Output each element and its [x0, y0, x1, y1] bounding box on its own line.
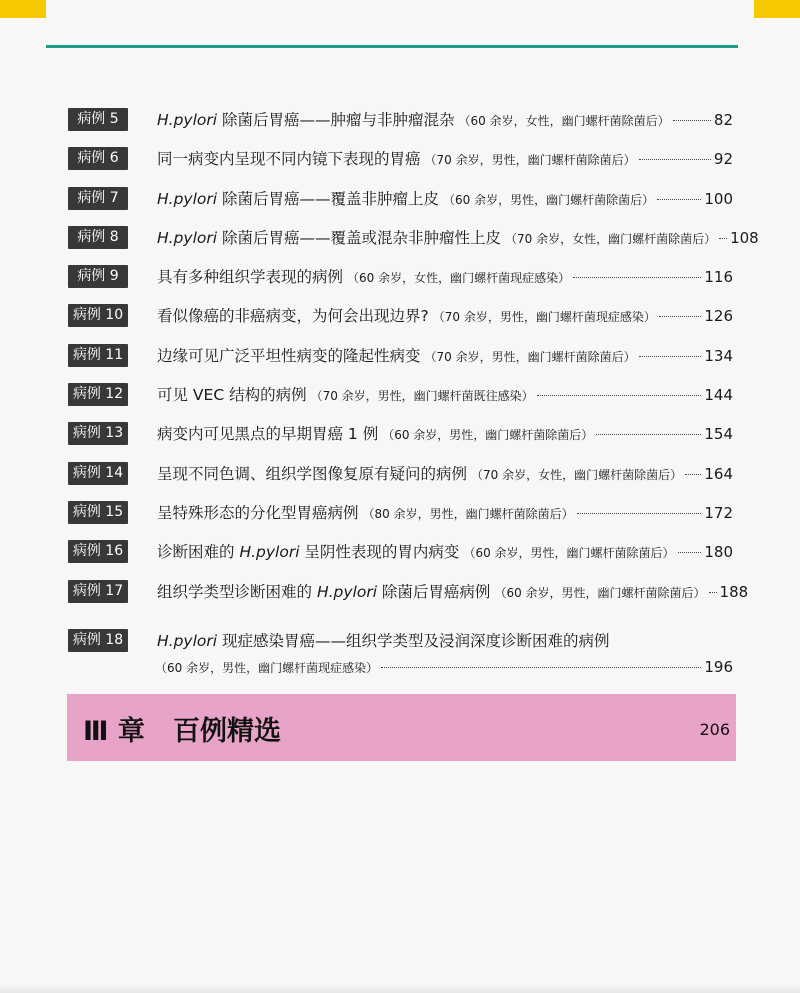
page-number: 92 — [713, 150, 733, 169]
page-number: 100 — [704, 189, 733, 208]
corner-accent-right — [754, 0, 800, 18]
entry-title: 呈特殊形态的分化型胃癌病例 — [157, 503, 359, 522]
toc-entry[interactable] — [68, 378, 733, 417]
toc-entry[interactable] — [68, 575, 749, 614]
case-badge: 病例 8 — [68, 226, 128, 249]
entry-meta: （70 余岁，男性，幽门螺杆菌现症感染） — [432, 310, 656, 325]
case-badge: 病例 12 — [68, 383, 128, 406]
entry-meta: （70 余岁，男性，幽门螺杆菌除菌后） — [424, 349, 636, 364]
page-number: 188 — [719, 582, 749, 601]
page-edge-shadow — [0, 985, 800, 993]
leader-dots — [573, 277, 701, 278]
leader-dots — [639, 356, 702, 357]
toc-entry[interactable] — [68, 496, 733, 535]
entry-title: 诊断困难的 H.pylori 呈阴性表现的胃内病变 — [157, 543, 460, 562]
leader-dots — [537, 395, 702, 396]
entry-meta: （70 余岁，女性，幽门螺杆菌除菌后） — [505, 231, 717, 246]
entry-meta: （60 余岁，男性，幽门螺杆菌除菌后） — [443, 192, 655, 207]
entry-title: 组织学类型诊断困难的 H.pylori 除菌后胃癌病例 — [157, 582, 491, 601]
page-number: 164 — [704, 464, 733, 483]
leader-dots — [685, 474, 701, 475]
entry-title: 呈现不同色调、组织学图像复原有疑问的病例 — [157, 464, 468, 483]
entry-meta: （80 余岁，男性，幽门螺杆菌除菌后） — [362, 506, 574, 521]
entry-meta: （60 余岁，女性，幽门螺杆菌除菌后） — [458, 114, 670, 128]
page-number: 126 — [704, 307, 733, 326]
toc-entry[interactable] — [68, 260, 733, 299]
entry-title: 边缘可见广泛平坦性病变的隆起性病变 — [157, 346, 421, 365]
toc-entry[interactable] — [68, 142, 733, 181]
case-badge: 病例 11 — [68, 344, 128, 367]
page-number: 172 — [704, 503, 733, 522]
entry-meta: （60 余岁，女性，幽门螺杆菌现症感染） — [347, 271, 571, 286]
entry-title: H.pylori 除菌后胃癌——覆盖非肿瘤上皮 — [157, 189, 439, 208]
toc-entry[interactable] — [68, 103, 733, 142]
header-rule — [46, 45, 738, 48]
toc-entry[interactable] — [68, 417, 733, 456]
leader-dots — [659, 316, 702, 317]
leader-dots — [596, 434, 701, 435]
leader-dots — [719, 238, 727, 239]
case-badge: 病例 17 — [68, 580, 128, 603]
toc-entry[interactable] — [68, 221, 759, 260]
page-number: 82 — [713, 111, 733, 129]
case-badge: 病例 15 — [68, 501, 128, 524]
chapter-page-number: 206 — [699, 720, 730, 739]
toc-entry[interactable] — [68, 339, 733, 378]
chapter-title: 百例精选 — [173, 716, 281, 747]
leader-dots — [577, 513, 702, 514]
case-badge: 病例 13 — [68, 422, 128, 445]
entry-meta: （70 余岁，女性，幽门螺杆菌除菌后） — [471, 467, 683, 482]
entry-title: H.pylori 除菌后胃癌——覆盖或混杂非肿瘤性上皮 — [157, 228, 501, 247]
case-badge: 病例 7 — [68, 187, 128, 210]
case-badge: 病例 14 — [68, 462, 128, 485]
entry-meta: （70 余岁，男性，幽门螺杆菌既往感染） — [310, 389, 534, 404]
toc-entry-case-18[interactable] — [68, 614, 733, 674]
page-number: 180 — [704, 543, 733, 562]
entry-title: H.pylori 现症感染胃癌——组织学类型及浸润深度诊断困难的病例 — [157, 631, 610, 650]
entry-title: 看似像癌的非癌病变，为何会出现边界? — [157, 307, 429, 326]
entry-meta: （60 余岁，男性，幽门螺杆菌除菌后） — [494, 585, 706, 600]
entry-meta: （60 余岁，男性，幽门螺杆菌现症感染） — [155, 660, 379, 675]
entry-meta: （60 余岁，男性，幽门螺杆菌除菌后） — [463, 546, 675, 561]
chapter-number: Ⅲ 章 — [83, 716, 145, 747]
page-number: 196 — [704, 657, 733, 676]
leader-dots — [673, 120, 711, 121]
entry-meta: （70 余岁，男性，幽门螺杆菌除菌后） — [424, 153, 636, 168]
entry-meta: （60 余岁，男性，幽门螺杆菌除菌后） — [382, 428, 594, 443]
case-badge: 病例 9 — [68, 265, 128, 288]
case-badge: 病例 16 — [68, 540, 128, 563]
entry-title: 可见 VEC 结构的病例 — [157, 386, 307, 405]
toc-entry[interactable] — [68, 299, 733, 338]
case-badge: 病例 6 — [68, 147, 128, 170]
corner-accent-left — [0, 0, 46, 18]
case-badge: 病例 10 — [68, 304, 128, 327]
leader-dots — [639, 159, 711, 160]
page-number: 116 — [704, 268, 733, 287]
page-number: 154 — [704, 425, 733, 444]
case-badge: 病例 5 — [68, 108, 128, 131]
entry-title: H.pylori 除菌后胃癌——肿瘤与非肿瘤混杂 — [157, 111, 455, 129]
case-badge: 病例 18 — [68, 629, 128, 652]
leader-dots — [678, 552, 702, 553]
page-number: 108 — [730, 228, 759, 247]
leader-dots — [381, 667, 701, 668]
leader-dots — [709, 592, 717, 593]
entry-title: 同一病变内呈现不同内镜下表现的胃癌 — [157, 150, 421, 169]
toc-entry[interactable] — [68, 457, 733, 496]
toc-entry[interactable] — [68, 182, 733, 221]
leader-dots — [657, 199, 701, 200]
entry-title: 具有多种组织学表现的病例 — [157, 268, 344, 287]
chapter-heading-band[interactable] — [67, 694, 736, 761]
table-of-contents — [68, 103, 759, 676]
page-number: 134 — [704, 346, 733, 365]
toc-entry[interactable] — [68, 535, 733, 574]
entry-title: 病变内可见黑点的早期胃癌 1 例 — [157, 425, 379, 444]
page-number: 144 — [704, 386, 733, 405]
